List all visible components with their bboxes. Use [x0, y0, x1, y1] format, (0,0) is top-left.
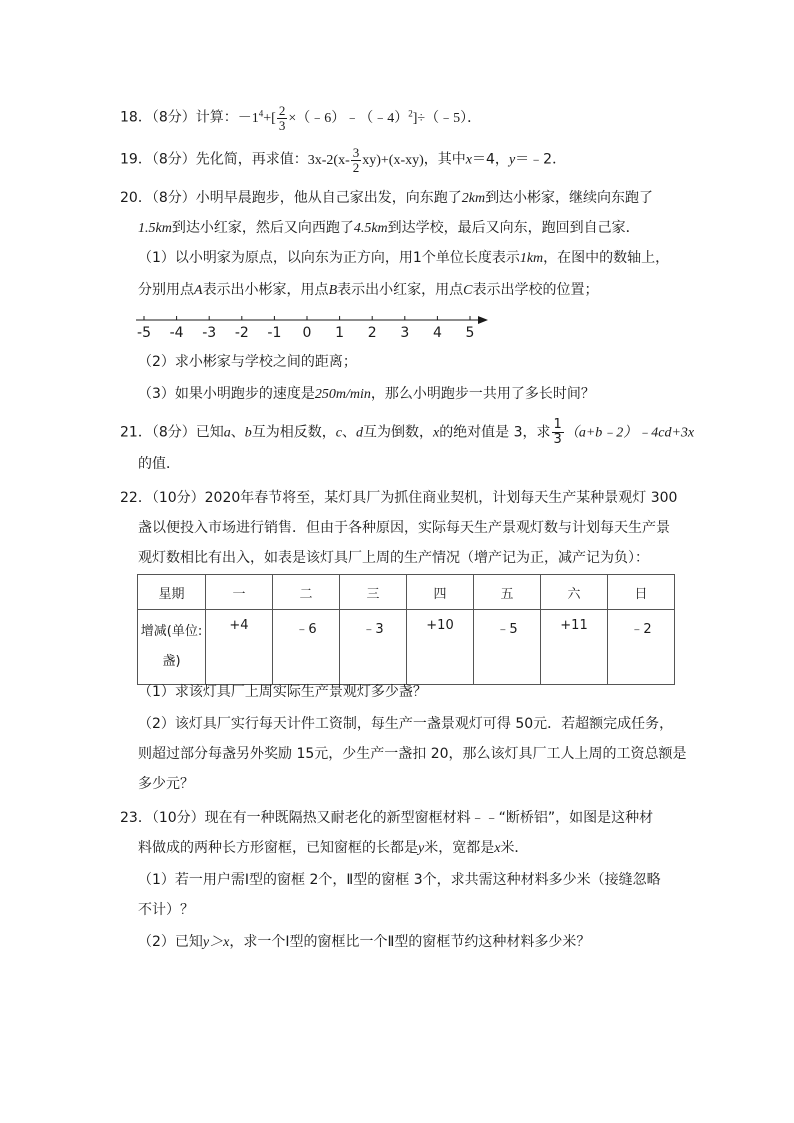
number-line-tick-label: 2	[367, 325, 377, 341]
text: （10分）2020年春节将至，某灯具厂为抓住商业契机，计划每天生产某种景观灯 300	[151, 490, 678, 506]
number-line-tick-label: -1	[267, 325, 282, 341]
text: 互为倒数，	[362, 424, 433, 441]
text: 表示出小红家，用点	[337, 282, 464, 298]
table-header-cell: 五	[474, 575, 541, 610]
text: ，在图中的数轴上，	[543, 250, 670, 266]
question-22-line-1	[120, 488, 677, 508]
question-23-part-2	[138, 932, 590, 953]
question-23-line-1	[120, 808, 653, 828]
variable: x	[432, 425, 440, 441]
variable: a	[223, 425, 231, 441]
table-cell: +11	[541, 610, 608, 685]
text: 盏以便投入市场进行销售．但由于各种原因，实际每天生产景观灯数与计划每天生产景	[138, 520, 670, 536]
table-row-label-line: 盏)	[162, 654, 181, 669]
number-line-tick-label: -3	[202, 325, 217, 341]
question-22-line-3	[138, 548, 649, 568]
table-cell: ﹣3	[340, 610, 407, 685]
variable: y	[418, 841, 425, 856]
number-line-tick-label: 1	[335, 325, 345, 341]
text: （10分）现在有一种既隔热又耐老化的新型窗框材料﹣﹣“断桥铝”，如图是这种材	[151, 810, 654, 826]
question-23-part-1-line-2	[138, 900, 194, 920]
text: 不计）？	[138, 902, 194, 918]
question-22-line-2	[138, 518, 670, 538]
text: ，其中	[423, 151, 466, 168]
point-label: A	[194, 283, 203, 298]
table-cell: ﹣6	[273, 610, 340, 685]
text: 表示出学校的位置；	[472, 282, 599, 298]
number-line-tick-label: 0	[302, 325, 312, 341]
table-row-label	[138, 610, 206, 685]
table-row-label-line: 增减(单位:	[140, 624, 203, 639]
question-21	[120, 418, 694, 447]
table-header-cell: 六	[541, 575, 608, 610]
number-line-tick-label: -5	[137, 325, 151, 341]
question-number: 22．	[120, 490, 152, 506]
variable: d	[355, 425, 363, 441]
question-21-line-2	[138, 454, 180, 474]
text: 到达学校，最后又向东，跑回到自己家．	[387, 220, 640, 236]
text: ，求一个Ⅰ型的窗框比一个Ⅱ型的窗框节约这种材料多少米？	[229, 934, 591, 950]
question-18	[120, 104, 481, 133]
text: ＝4，	[472, 151, 509, 168]
fraction	[351, 146, 362, 175]
expr-part: ]÷（﹣5）．	[412, 110, 482, 126]
text: 到达小彬家，继续向东跑了	[485, 190, 654, 206]
question-20-part-1-line-1	[138, 248, 669, 269]
question-number: 19．	[120, 151, 152, 168]
table-header-cell: 四	[407, 575, 474, 610]
text: 、	[230, 424, 245, 441]
table-cell: +4	[206, 610, 273, 685]
expression: （a+b﹣2）﹣4cd+3x	[564, 425, 695, 441]
number-line-arrow-icon	[478, 316, 488, 324]
variable: c	[335, 425, 342, 441]
number-line-tick-label: -2	[234, 325, 249, 341]
question-22-part-2-line-3	[138, 774, 194, 794]
table-cell: ﹣5	[474, 610, 541, 685]
text: （2）该灯具厂实行每天计件工资制，每生产一盏景观灯可得 50元．若超额完成任务，	[138, 716, 674, 732]
expr-part: 3x-2(x-	[307, 152, 350, 168]
exponent: 2	[408, 108, 413, 119]
question-20-part-1-line-2	[138, 280, 598, 301]
table-header-cell: 三	[340, 575, 407, 610]
unit: 4.5km	[353, 221, 388, 236]
text: （8分）小明早晨跑步，他从自己家出发，向东跑了	[151, 190, 462, 206]
expr-part: +[	[263, 110, 276, 126]
text: 则超过部分每盏另外奖励 15元，少生产一盏扣 20，那么该灯具厂工人上周的工资总额是	[138, 746, 687, 762]
expr-part: －1	[237, 110, 259, 126]
question-22-part-2-line-1	[138, 714, 673, 734]
table-header-row	[138, 575, 675, 610]
question-number: 20．	[120, 190, 152, 206]
table-cell: ﹣2	[608, 610, 675, 685]
question-number: 21．	[120, 424, 152, 441]
question-22-part-1	[138, 682, 427, 702]
variable: x	[465, 152, 473, 168]
exponent: 4	[258, 108, 264, 119]
text: 的值．	[138, 456, 180, 472]
text: ＝﹣2．	[515, 151, 567, 168]
unit: 1km	[519, 251, 544, 266]
fraction-numerator: 3	[352, 145, 360, 160]
unit: 2km	[461, 191, 486, 206]
table-header-cell: 二	[273, 575, 340, 610]
variable: x	[494, 841, 501, 856]
text: 观灯数相比有出入，如表是该灯具厂上周的生产情况（增产记为正，减产记为负）：	[138, 550, 649, 566]
fraction-denominator: 2	[352, 160, 360, 175]
unit: 250m/min	[314, 387, 371, 402]
table-header-cell: 日	[608, 575, 675, 610]
question-20-part-2	[138, 352, 357, 372]
expression	[237, 103, 482, 133]
number-line-tick-label: 3	[400, 325, 410, 341]
text: 多少元？	[138, 776, 194, 792]
fraction-denominator: 3	[553, 432, 562, 447]
text: 料做成的两种长方形窗框，已知窗框的长都是	[138, 840, 418, 856]
text: （8分）已知	[151, 424, 224, 441]
production-table	[137, 574, 675, 685]
text: （2）求小彬家与学校之间的距离；	[138, 354, 357, 370]
question-20-line-1	[120, 188, 653, 209]
fraction	[277, 104, 288, 133]
variable: b	[244, 425, 252, 441]
question-number: 23．	[120, 810, 152, 826]
question-number: 18．	[120, 109, 152, 126]
inequality: y＞x	[202, 935, 230, 950]
expr-part: xy)+(x-xy)	[362, 152, 424, 168]
question-23-line-2	[138, 838, 528, 859]
point-label: B	[328, 283, 338, 298]
question-23-part-1-line-1	[138, 870, 661, 890]
text: 的绝对值是 3，求	[439, 424, 551, 441]
text: （1）求该灯具厂上周实际生产景观灯多少盏？	[138, 684, 427, 700]
variable: y	[508, 152, 516, 168]
fraction	[552, 418, 564, 447]
table-header-cell: 星期	[138, 575, 206, 610]
table-cell: +10	[407, 610, 474, 685]
text: 、	[341, 424, 356, 441]
point-label: C	[463, 283, 473, 298]
question-score: （8分）计算：	[151, 109, 238, 126]
text: ，那么小明跑步一共用了多长时间？	[370, 386, 595, 402]
text: 表示出小彬家，用点	[202, 282, 329, 298]
text: （1）以小明家为原点，以向东为正方向，用	[138, 250, 413, 266]
fraction-numerator: 1	[553, 417, 562, 432]
question-score: （8分）先化简，再求值：	[151, 151, 308, 168]
expr-part: ×（﹣6）﹣（﹣4）	[288, 110, 409, 126]
expression	[307, 145, 424, 175]
text: 到达小红家，然后又向西跑了	[171, 220, 354, 236]
text: 个单位长度表示	[421, 250, 520, 266]
unit: 1.5km	[138, 221, 172, 236]
fraction-denominator: 3	[278, 118, 286, 133]
text: （3）如果小明跑步的速度是	[138, 386, 315, 402]
number-line-tick-label: 4	[432, 325, 442, 341]
number-line	[130, 308, 500, 344]
text: 分别用点	[138, 282, 194, 298]
text: 米．	[500, 840, 529, 856]
text: （1）若一用户需Ⅰ型的窗框 2个，Ⅱ型的窗框 3个，求共需这种材料多少米（接缝忽略	[138, 872, 661, 888]
text: （2）已知	[138, 934, 203, 950]
table-row	[138, 610, 675, 685]
question-19	[120, 146, 566, 175]
question-20-line-2	[138, 218, 640, 239]
text: 1	[412, 250, 422, 266]
text: 米，宽都是	[424, 840, 495, 856]
question-22-part-2-line-2	[138, 744, 687, 764]
number-line-tick-label: -4	[169, 325, 184, 341]
table-header-cell: 一	[206, 575, 273, 610]
fraction-numerator: 2	[278, 103, 286, 118]
question-20-part-3	[138, 384, 595, 405]
number-line-tick-label: 5	[465, 325, 475, 341]
text: 互为相反数，	[251, 424, 336, 441]
